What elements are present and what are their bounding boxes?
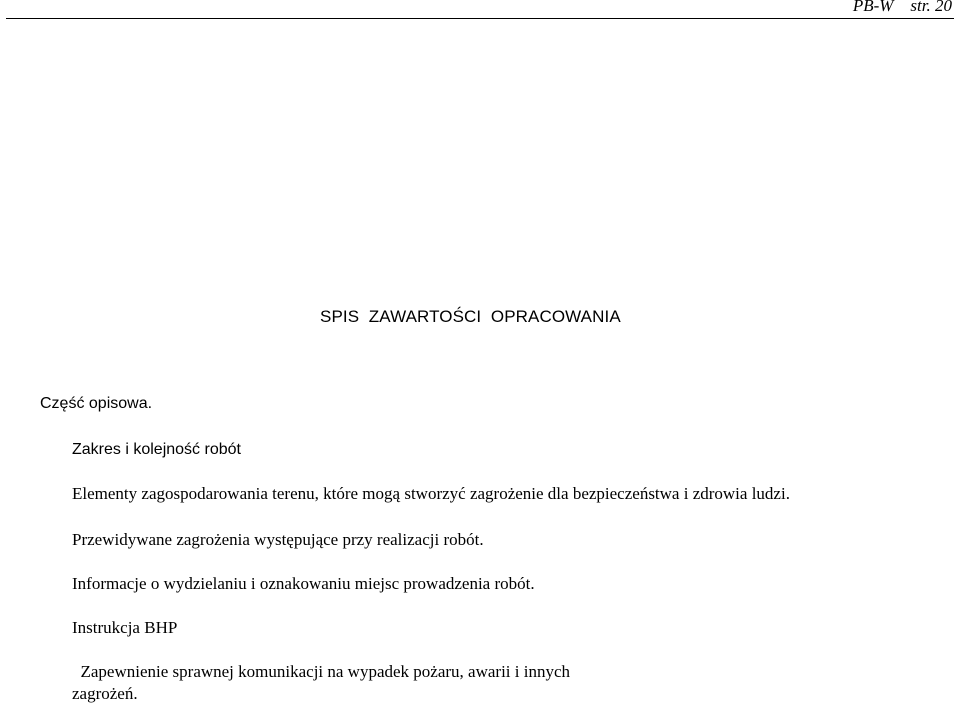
header-label [853,0,952,16]
document-title: SPIS ZAWARTOŚCI OPRACOWANIA [320,307,621,326]
toc-item-site-marking: Informacje o wydzielaniu i oznakowaniu miejsc prowadzenia robót. [72,574,535,593]
page-number: str. 20 [910,0,952,15]
toc-item-expected-hazards: Przewidywane zagrożenia występujące przy realizacji robót. [72,530,484,549]
toc-item-communication: Zapewnienie sprawnej komunikacji na wypadek pożaru, awarii i innych [72,662,571,681]
toc-item-communication-cont: zagrożeń. [72,684,138,703]
toc-item-bhp-instruction: Instrukcja BHP [72,618,178,637]
header-rule [6,18,954,19]
toc-item-scope: Zakres i kolejność robót [72,441,241,458]
section-heading: Część opisowa. [40,395,153,412]
toc-item-site-hazards: Elementy zagospodarowania terenu, które mogą stworzyć zagrożenie dla bezpieczeństwa i zdrowia ludzi. [72,484,790,503]
doc-code: PB-W [852,0,894,15]
page-header [0,0,960,22]
